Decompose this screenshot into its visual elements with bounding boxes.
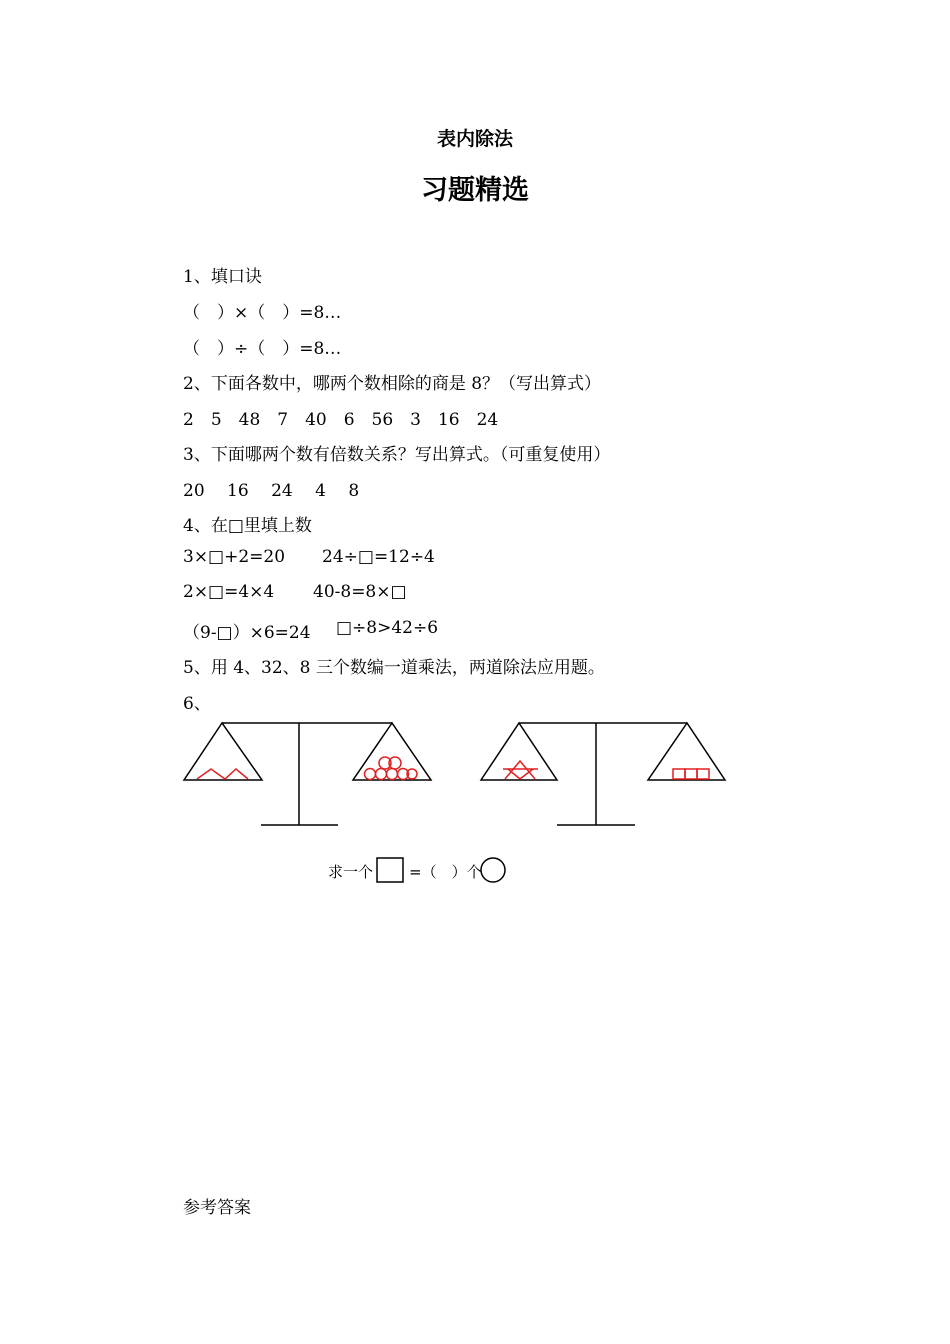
triangle-icon xyxy=(197,769,248,779)
question-4-label: 4、在□里填上数 xyxy=(183,516,312,536)
circle-icon xyxy=(481,858,505,882)
question-6-caption-eq: =（ ）个 xyxy=(409,863,482,881)
question-2-label: 2、下面各数中，哪两个数相除的商是 8？（写出算式） xyxy=(183,374,602,394)
question-1-line-1: （ ）×（ ）=8… xyxy=(183,303,342,323)
page-subtitle: 表内除法 xyxy=(436,128,513,150)
question-6-caption-prefix: 求一个 xyxy=(328,863,374,881)
question-3-numbers: 20 16 24 4 8 xyxy=(183,481,360,501)
circle-icon xyxy=(365,757,418,780)
question-6-label: 6、 xyxy=(183,694,211,714)
question-2-numbers: 2 5 48 7 40 6 56 3 16 24 xyxy=(183,410,499,430)
question-5-label: 5、用 4、32、8 三个数编一道乘法，两道除法应用题。 xyxy=(183,658,605,678)
answers-heading: 参考答案 xyxy=(183,1198,251,1218)
question-4-eq-4: 40-8=8×□ xyxy=(313,582,407,602)
question-1-label: 1、填口诀 xyxy=(183,267,262,287)
question-1-line-2: （ ）÷（ ）=8… xyxy=(183,339,342,359)
question-4-eq-2: 24÷□=12÷4 xyxy=(322,547,435,567)
square-triangle-mix-icon xyxy=(503,761,538,779)
square-icon xyxy=(377,858,403,882)
square-icon xyxy=(673,769,709,779)
balance-scale-icon xyxy=(184,723,431,825)
page-title: 习题精选 xyxy=(421,175,529,206)
question-3-label: 3、下面哪两个数有倍数关系？写出算式。（可重复使用） xyxy=(183,445,611,465)
question-4-eq-3: 2×□=4×4 xyxy=(183,582,275,602)
question-4-eq-1: 3×□+2=20 xyxy=(183,547,286,567)
balance-scale-icon xyxy=(481,723,725,825)
question-4-eq-5: （9-□）×6=24 xyxy=(183,623,311,643)
question-4-eq-6: □÷8>42÷6 xyxy=(336,618,439,638)
